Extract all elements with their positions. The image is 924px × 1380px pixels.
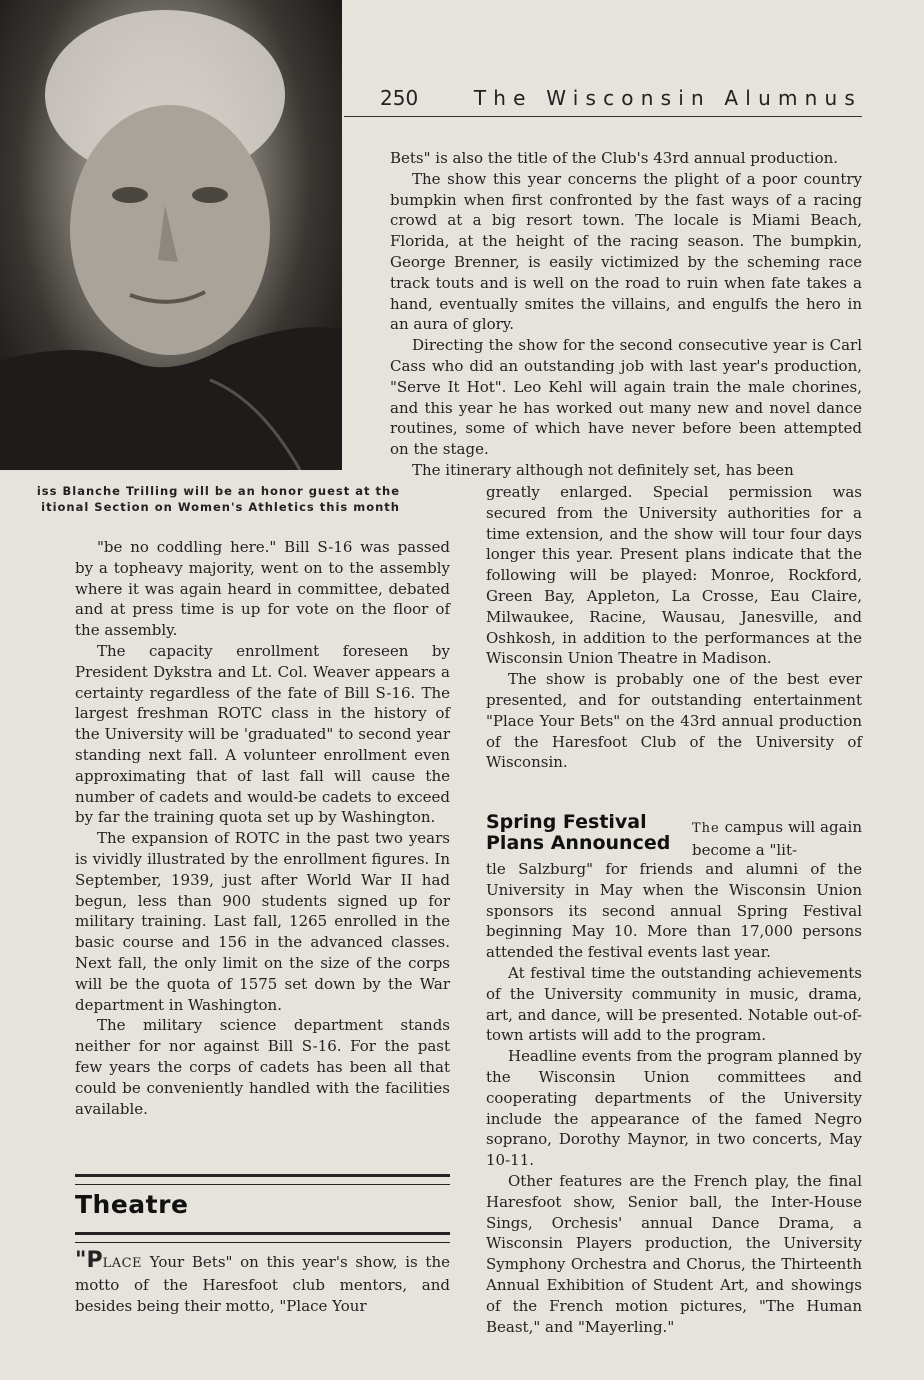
magazine-title: The Wisconsin Alumnus	[473, 86, 862, 110]
right-column-top	[390, 148, 862, 481]
right-column-lower	[486, 482, 862, 773]
paragraph: The itinerary although not definitely set, has been	[412, 460, 794, 479]
paragraph: The capacity enrollment foreseen by President Dykstra and Lt. Col. Weaver appears a certainty regardless of the fate of Bill S-16. The largest freshman ROTC class in the history of the University will be 'graduated" to second year standing next fall. A volunteer enrollment even approximating that of last fall will cause the number of cadets and would-be cadets to exceed by far the training quota set up by Washington.	[75, 641, 450, 827]
paragraph: Headline events from the program planned by the Wisconsin Union committees and cooperating departments of the University include the appearance of the famed Negro soprano, Dorothy Maynor, in two concerts, May 10-11.	[486, 1047, 862, 1170]
paragraph: Directing the show for the second consecutive year is Carl Cass who did an outstanding job with last year's production, "Serve It Hot". Leo Kehl will again train the male chorines, and this year he has worked out many new and novel dance routines, some of which have never before been attempted on the stage.	[390, 336, 862, 459]
theatre-text	[75, 1248, 450, 1316]
page-header	[344, 86, 862, 117]
paragraph: At festival time the outstanding achievements of the University community in music, drama, art, and dance, will be presented. Notable out-of-town artists will add to the program.	[486, 963, 862, 1045]
paragraph: greatly enlarged. Special permission was secured from the University authorities for a time extension, and the show will tour four days longer this year. Present plans indicate that the following will be played: Monroe, Rockford, Green Bay, Appleton, La Crosse, Eau Claire, Milwaukee, Racine, Wausau, Janesville, and Oshkosh, in addition to the performances at the Wisconsin Union Theatre in Madison.	[486, 483, 862, 668]
paragraph: The show this year concerns the plight of a poor country bumpkin when first confronted by the fast ways of a racing crowd at a big resort town. The locale is Miami Beach, Florida, at the height of the racing season. The bumpkin, George Brenner, is easily victimized by the scheming race track touts and is well on the road to ruin when fate takes a hand, eventually smites the villains, and engulfs the hero in an aura of glory.	[390, 169, 862, 334]
smallcaps-word: The	[692, 821, 720, 836]
paragraph: tle Salzburg" for friends and alumni of the University in May when the Wisconsin Union sponsors its second annual Spring Festival beginning May 10. More than 17,000 persons attended the festival events last year.	[486, 860, 862, 962]
paragraph: Bets" is also the title of the Club's 43rd annual production.	[390, 149, 839, 167]
paragraph	[75, 1248, 450, 1316]
drop-quote: "P	[75, 1248, 103, 1273]
caption-line-1: iss Blanche Trilling will be an honor guest at the	[36, 484, 400, 498]
caption-line-2: itional Section on Women's Athletics this month	[41, 500, 400, 514]
first-word: LACE	[102, 1256, 143, 1271]
paragraph: "be no coddling here." Bill S-16 was passed by a topheavy majority, went on to the assembly where it was again heard in committee, debated and at press time is up for vote on the floor of the assembly.	[75, 538, 450, 640]
theatre-heading: Theatre	[75, 1190, 189, 1219]
spring-intro	[692, 817, 862, 861]
paragraph: The expansion of ROTC in the past two years is vividly illustrated by the enrollment figures. In September, 1939, just after World War II had begun, less than 900 students signed up for military training. Last fall, 1265 enrolled in the basic course and 156 in the advanced classes. Next fall, the only limit on the size of the corps will be the quota of 1575 set down by the War department in Washington.	[75, 829, 450, 1014]
left-column	[75, 537, 450, 1119]
section-rule-bottom	[75, 1232, 450, 1243]
section-rule-top	[75, 1174, 450, 1185]
theatre-body: Your Bets" on this year's show, is the motto of the Haresfoot club mentors, and besides being their motto, "Place Your	[75, 1253, 450, 1315]
portrait-photo	[0, 0, 342, 470]
portrait-illustration	[0, 0, 342, 470]
page-number: 250	[380, 86, 419, 110]
paragraph: Other features are the French play, the final Haresfoot show, Senior ball, the Inter-House Sings, Orchesis' annual Dance Drama, a Wisconsin Players production, the University Symphony Orchestra and Chorus, the Thirteenth Annual Exhibition of Student Art, and showings of the French motion pictures, "The Human Beast," and "Mayerling."	[486, 1171, 862, 1336]
spring-festival-heading	[486, 812, 676, 854]
heading-line-1: Spring Festival	[486, 811, 647, 833]
heading-line-2: Plans Announced	[486, 832, 671, 854]
intro-text: campus will again become a "lit-	[692, 818, 862, 859]
paragraph: The show is probably one of the best ever presented, and for outstanding entertainment "Place Your Bets" on the 43rd annual production of the Haresfoot Club of the University of Wisconsin.	[486, 670, 862, 772]
photo-caption	[0, 483, 400, 515]
paragraph: The military science department stands neither for nor against Bill S-16. For the past few years the corps of cadets has been all that could be conveniently handled with the facilities available.	[75, 1016, 450, 1118]
spring-festival-column	[486, 859, 862, 1337]
